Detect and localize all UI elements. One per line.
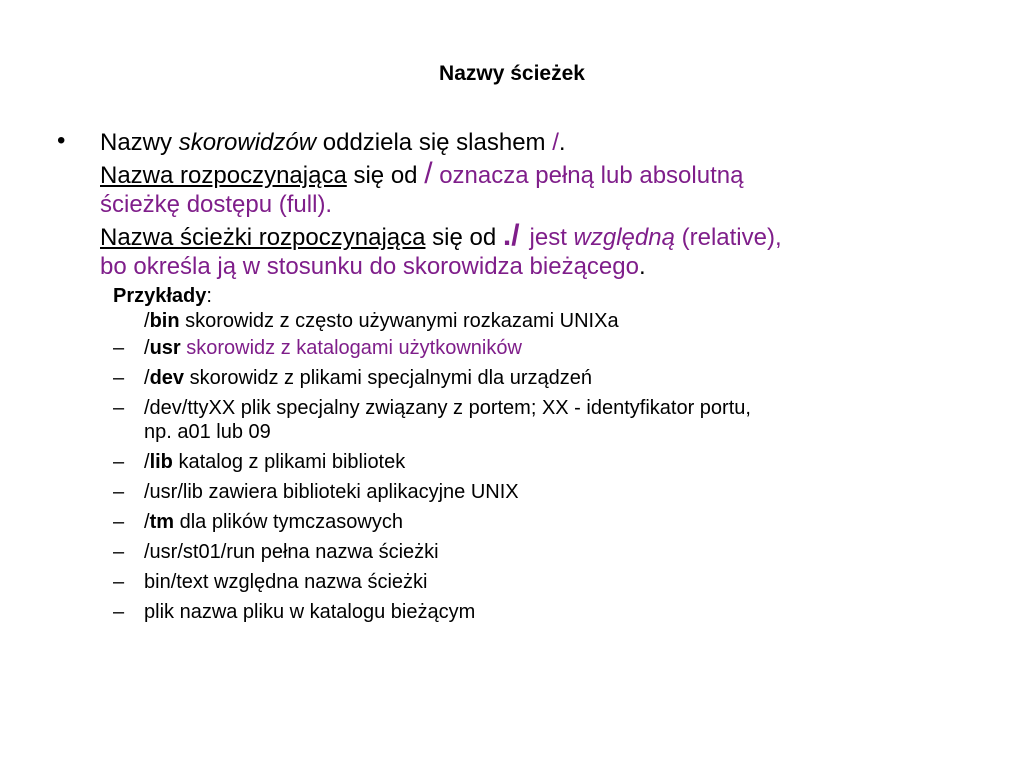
path-prefix: / bbox=[144, 511, 150, 533]
text-segment-purple: oznacza pełną lub absolutną bbox=[432, 162, 744, 189]
list-item bbox=[113, 510, 993, 534]
dash-marker: – bbox=[113, 511, 125, 533]
path-name-bold: lib bbox=[149, 451, 173, 473]
main-paragraph bbox=[100, 127, 1000, 282]
dotslash-symbol: ./ bbox=[502, 219, 520, 252]
path-prefix: / bbox=[144, 451, 150, 473]
path-description: /dev/ttyXX plik specjalny związany z portem; XX - identyfikator portu, bbox=[144, 397, 751, 419]
path-name-bold: usr bbox=[149, 337, 181, 359]
line-4 bbox=[100, 220, 1000, 251]
emphasis-wzgledna: względną bbox=[573, 224, 675, 251]
path-description: bin/text względna nazwa ścieżki bbox=[144, 571, 428, 593]
list-item bbox=[113, 570, 993, 594]
list-item bbox=[113, 396, 993, 444]
line-1 bbox=[100, 127, 1000, 158]
dash-marker: – bbox=[113, 601, 125, 623]
line-5 bbox=[100, 251, 1000, 282]
path-description: dla plików tymczasowych bbox=[174, 511, 403, 533]
examples-heading-colon: : bbox=[206, 285, 212, 307]
text-segment-purple: bo określa ją w stosunku do skorowidza bieżącego bbox=[100, 253, 639, 280]
path-name-bold: dev bbox=[149, 367, 185, 389]
list-item bbox=[113, 336, 993, 360]
path-prefix: / bbox=[144, 367, 150, 389]
dash-marker: – bbox=[113, 541, 125, 563]
examples-heading-label: Przykłady bbox=[113, 285, 207, 307]
dash-marker: – bbox=[113, 481, 125, 503]
path-description: /usr/lib zawiera biblioteki aplikacyjne UNIX bbox=[144, 481, 519, 503]
path-prefix: / bbox=[144, 310, 150, 332]
text-segment-purple: ścieżkę dostępu (full). bbox=[100, 191, 333, 218]
dash-marker: – bbox=[113, 451, 125, 473]
path-description-purple: skorowidz z katalogami użytkowników bbox=[180, 337, 522, 359]
underlined-term-relative: Nazwa ścieżki rozpoczynająca bbox=[100, 224, 426, 251]
text-segment: oddziela się slashem bbox=[316, 129, 553, 156]
text-segment: Nazwy bbox=[100, 129, 179, 156]
list-item bbox=[113, 480, 993, 504]
path-prefix: / bbox=[144, 337, 150, 359]
list-item bbox=[113, 540, 993, 564]
examples-heading bbox=[113, 283, 212, 309]
path-description: /usr/st01/run pełna nazwa ścieżki bbox=[144, 541, 439, 563]
slash-symbol-large: / bbox=[424, 157, 433, 190]
slide-title: Nazwy ścieżek bbox=[439, 62, 585, 85]
list-item bbox=[113, 366, 993, 390]
line-2 bbox=[100, 158, 1000, 189]
path-description-continued: np. a01 lub 09 bbox=[144, 421, 271, 443]
path-description: skorowidz z plikami specjalnymi dla urządzeń bbox=[184, 367, 592, 389]
text-segment: się od bbox=[346, 162, 425, 189]
line-3 bbox=[100, 189, 1000, 220]
examples-list bbox=[113, 336, 993, 630]
dash-marker: – bbox=[113, 337, 125, 359]
dash-marker: – bbox=[113, 367, 125, 389]
path-description: skorowidz z często używanymi rozkazami UNIXa bbox=[179, 310, 619, 332]
example-bin bbox=[144, 308, 619, 334]
path-description: plik nazwa pliku w katalogu bieżącym bbox=[144, 601, 476, 623]
dash-marker: – bbox=[113, 397, 125, 419]
path-description: katalog z plikami bibliotek bbox=[172, 451, 406, 473]
text-segment: . bbox=[558, 129, 566, 156]
list-item bbox=[113, 600, 993, 624]
text-segment-purple: (relative), bbox=[674, 224, 782, 251]
slash-symbol: / bbox=[552, 129, 559, 156]
text-segment: się od bbox=[425, 224, 503, 251]
path-name-bold: tm bbox=[149, 511, 175, 533]
text-segment: . bbox=[638, 253, 646, 280]
dash-marker: – bbox=[113, 571, 125, 593]
list-item bbox=[113, 450, 993, 474]
emphasis-skorowidzow: skorowidzów bbox=[178, 129, 317, 156]
bullet-marker: • bbox=[57, 127, 66, 154]
path-name-bold: bin bbox=[149, 310, 180, 332]
underlined-term-absolute: Nazwa rozpoczynająca bbox=[100, 162, 347, 189]
text-segment-purple: jest bbox=[529, 224, 574, 251]
